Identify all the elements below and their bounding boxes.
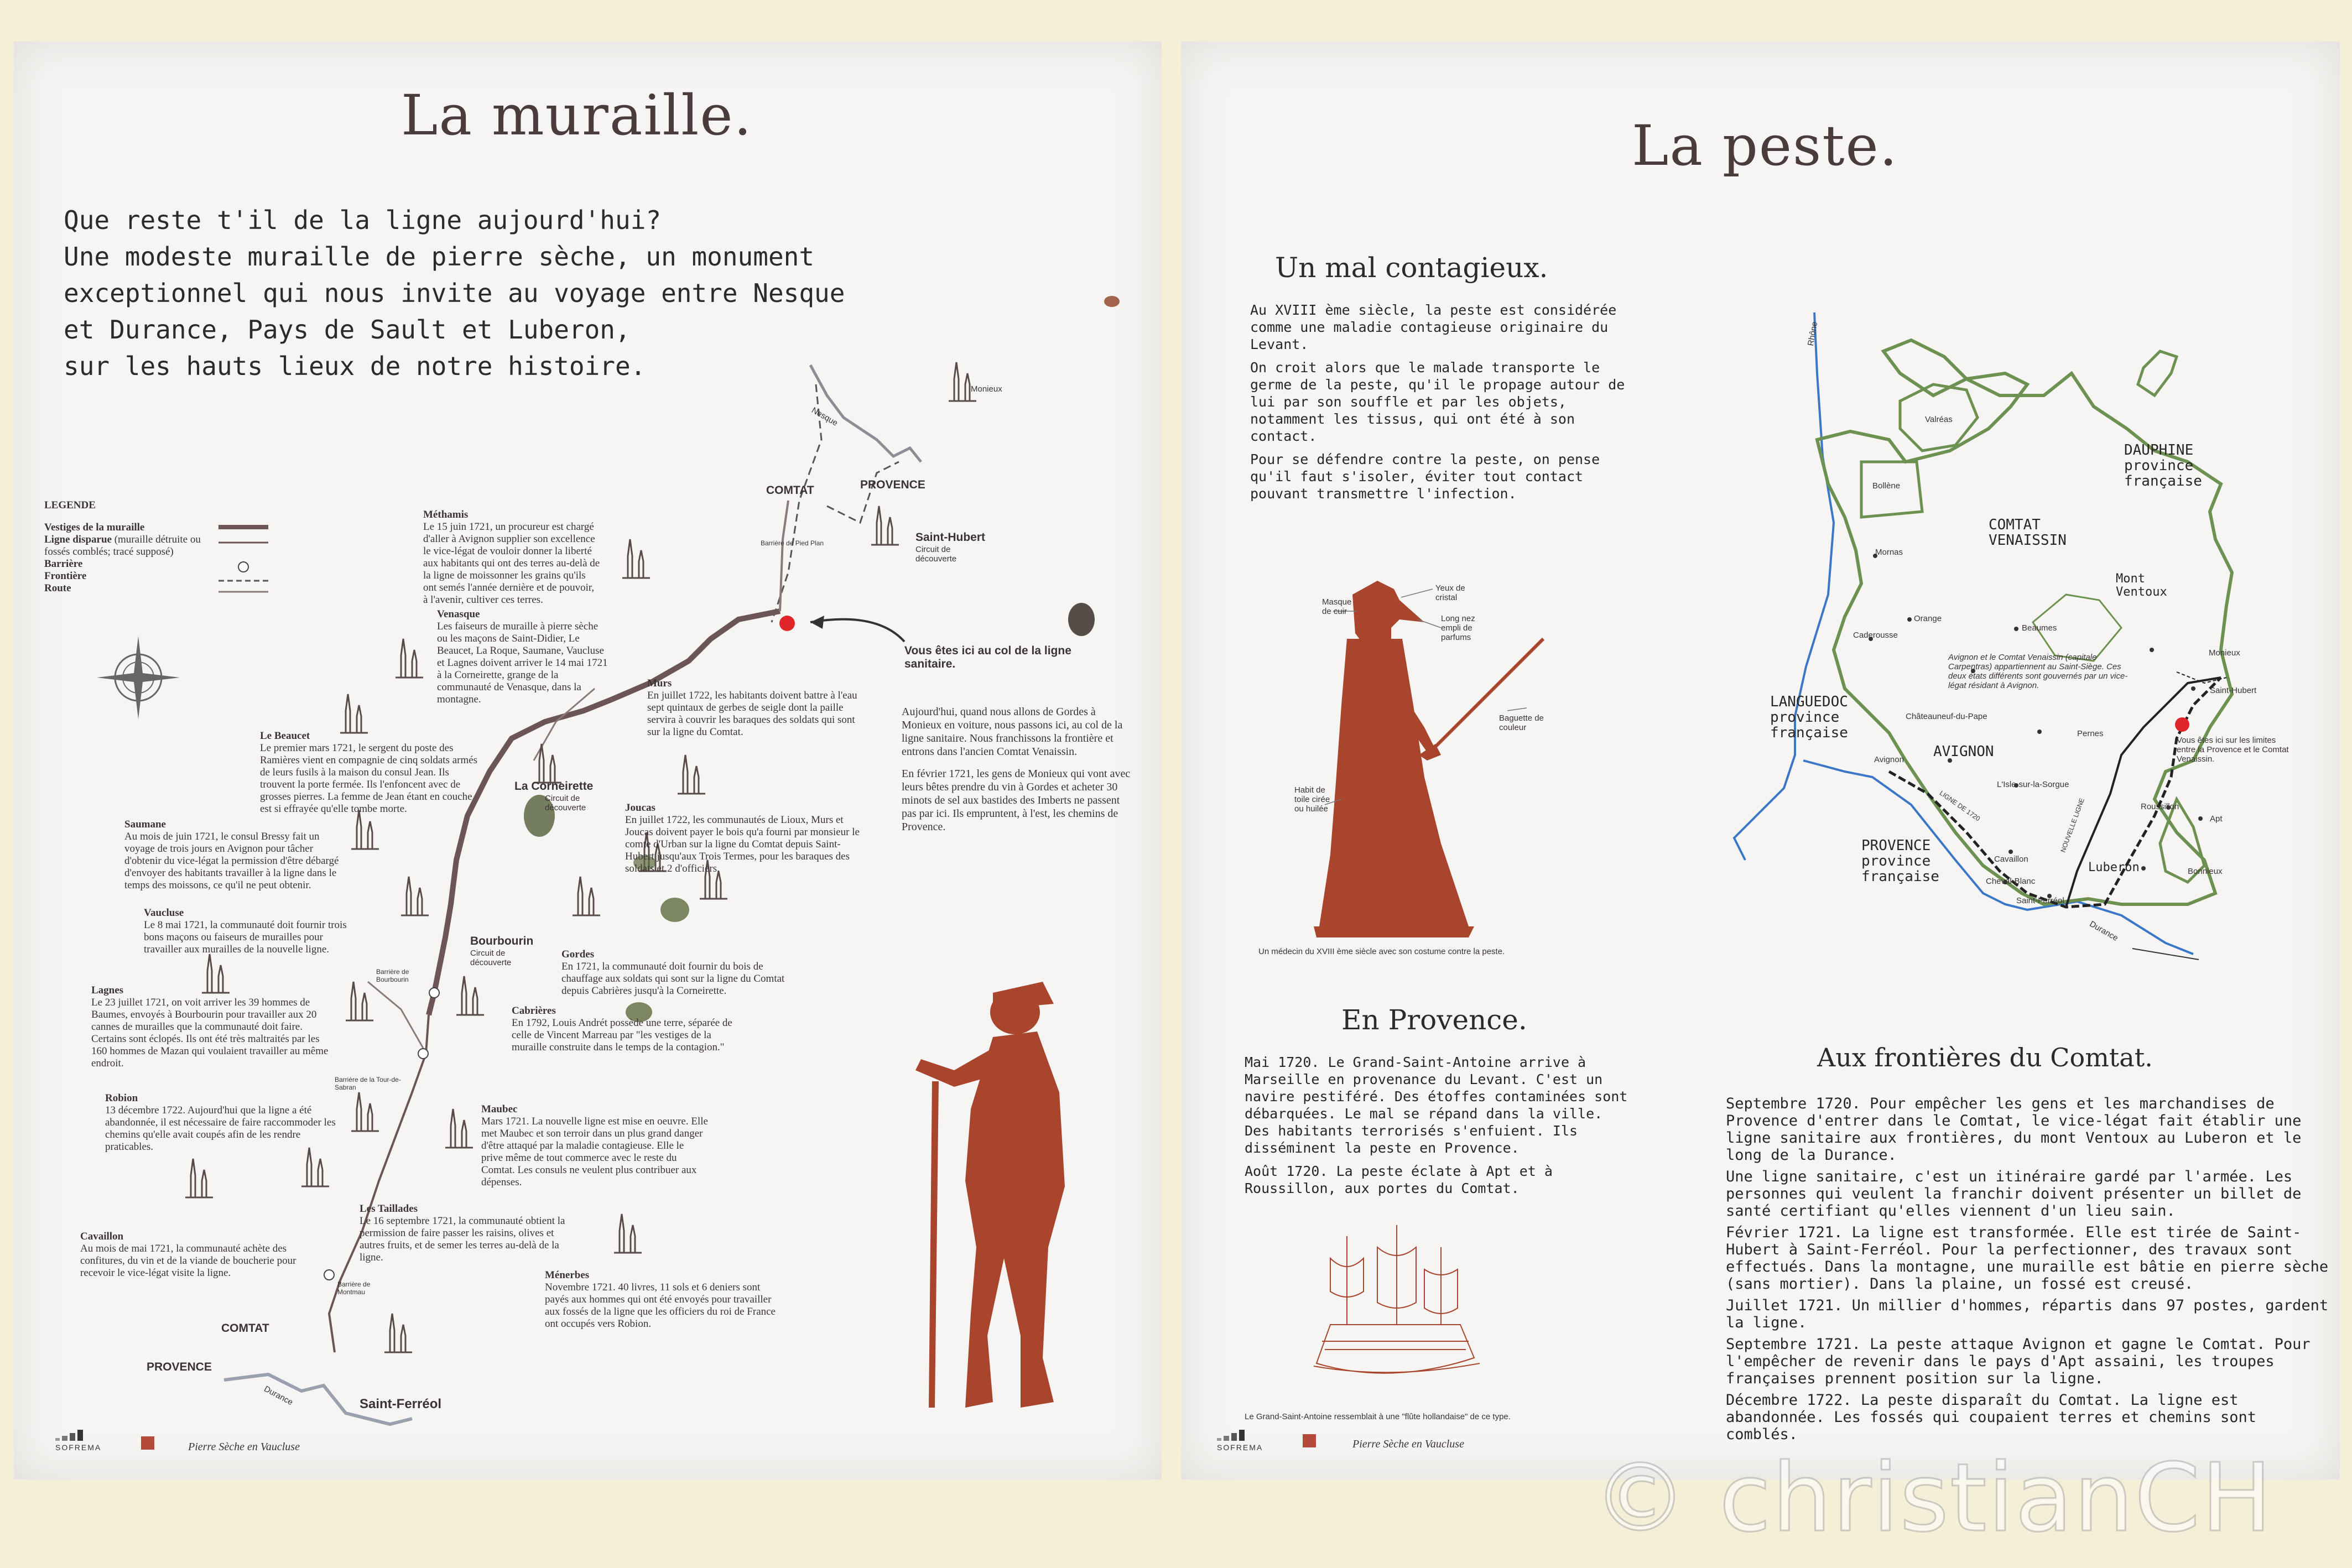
col-description bbox=[902, 705, 1134, 834]
entry-text: 13 décembre 1722. Aujourd'hui que la ligne a été abandonnée, il est nécessaire de faire raccommoder les chemins qu'elle avait coupés afin de les rendre praticables. bbox=[105, 1105, 336, 1153]
map-mont-ventoux: Mont Ventoux bbox=[2116, 572, 2167, 599]
doctor-caption: Un médecin du XVIII ème siècle avec son costume contre la peste. bbox=[1258, 947, 1505, 956]
map-dauphine: DAUPHINE province française bbox=[2124, 442, 2202, 489]
compass-rose-icon bbox=[97, 636, 180, 719]
entry-name: Cavaillon bbox=[80, 1231, 124, 1242]
entry-text: Au mois de juin 1721, le consul Bressy fait un voyage de trois jours en Avignon pour tâcher d'obtenir du vice-légat la permission d'être débargé d'envoyer des habitants travailler à la ligne dans le temps des moissons, ce qu'il ne peut obtenir. bbox=[124, 831, 339, 891]
map-comtat: COMTAT VENAISSIN bbox=[1989, 517, 2067, 549]
partner-logo-icon bbox=[141, 1436, 154, 1450]
map-orange: Orange bbox=[1914, 614, 1942, 623]
map-apt: Apt bbox=[2210, 814, 2223, 824]
map-ligne-1720: LIGNE DE 1720 bbox=[1938, 789, 1982, 823]
legend-route: Route bbox=[44, 582, 71, 594]
legend-frontiere: Frontière bbox=[44, 570, 87, 582]
label-durance: Durance bbox=[262, 1384, 295, 1408]
section-heading-frontieres: Aux frontières du Comtat. bbox=[1817, 1043, 2153, 1072]
entry-gordes bbox=[561, 949, 794, 997]
paragraph: Pour se défendre contre la peste, on pense qu'il faut s'isoler, éviter tout contact pouvant transmettre l'infection. bbox=[1250, 451, 1600, 502]
entry-le-beaucet bbox=[260, 730, 481, 815]
entry-methamis bbox=[423, 509, 600, 606]
legend-disparue: Ligne disparue bbox=[44, 534, 112, 545]
label-nez: Long nez empli de parfums bbox=[1441, 614, 1475, 642]
entry-name: Joucas bbox=[625, 802, 655, 814]
map-beaumes: Beaumes bbox=[2022, 623, 2057, 633]
map-provence: PROVENCE province française bbox=[1861, 837, 1939, 885]
map-nouvelle-ligne: NOUVELLE LIGNE bbox=[2059, 797, 2086, 853]
map-cheval-blanc: Cheval-Blanc bbox=[1986, 877, 2036, 886]
paragraph: On croit alors que le malade transporte le germe de la peste, qu'il le propage autour de lui par son souffle et par les objets, notamment les tissus, qui ont été à son contact. bbox=[1250, 360, 1625, 444]
label-bourbourin: Bourbourin bbox=[470, 935, 534, 947]
map-bollene: Bollène bbox=[1872, 481, 1901, 491]
entry-text: Le 8 mai 1721, la communauté doit fournir trois bons maçons ou faiseurs de murailles pour travailler aux murailles de la nouvelle ligne. bbox=[144, 919, 347, 955]
ship-illustration bbox=[1314, 1225, 1480, 1373]
entry-text: En juillet 1722, les habitants doivent battre à l'eau sept quintaux de gerbes de seigle dont la paille servira à couvrir les baraques des soldats qui sont sur la ligne du Comtat. bbox=[647, 690, 857, 738]
map-note: Avignon et le Comtat Venaissin (capitale Carpentras) appartiennent au Saint-Siège. Ces deux états différents sont gouvernés par un vice-légat résidant à Avignon. bbox=[1948, 653, 2128, 690]
label-la-corneirette: La Corneirette bbox=[514, 780, 594, 793]
map-mornas: Mornas bbox=[1875, 548, 1903, 557]
label-barriere-bourbourin: Barrière de Bourbourin bbox=[376, 968, 409, 983]
entry-name: Ménerbes bbox=[545, 1269, 590, 1281]
map-rhone: Rhône bbox=[1805, 321, 1820, 347]
label-nesque: Nesque bbox=[810, 405, 840, 428]
label-comtat-bottom: COMTAT bbox=[221, 1322, 269, 1335]
bars-icon bbox=[1217, 1430, 1250, 1443]
label-comtat-top: COMTAT bbox=[766, 484, 814, 497]
entry-name: Saumane bbox=[124, 819, 166, 830]
legend-disparue-note: (muraille détruite ou fossés comblés; tracé supposé) bbox=[44, 534, 201, 558]
legend-barriere: Barrière bbox=[44, 558, 83, 570]
map-vous-etes-ici: Vous êtes ici sur les limites entre la Provence et le Comtat Venaissin. bbox=[2177, 736, 2289, 764]
entry-name: Les Taillades bbox=[360, 1203, 418, 1215]
entry-maubec bbox=[481, 1103, 708, 1189]
map-avignon: AVIGNON bbox=[1933, 743, 1994, 760]
legend-vestiges: Vestiges de la muraille bbox=[44, 522, 145, 533]
intro-line: exceptionnel qui nous invite au voyage entre Nesque bbox=[64, 278, 845, 308]
paragraph: Mai 1720. Le Grand-Saint-Antoine arrive à Marseille en provenance du Levant. C'est un navire pestiféré. Des étoffes contaminées sont débarquées. Le mal se répand dans la ville. Des habitants terrorisés s'enfuient. Ils disséminent la peste en Provence. bbox=[1245, 1054, 1628, 1156]
label-vous-etes-ici: Vous êtes ici au col de la ligne sanitaire. bbox=[904, 644, 1071, 670]
map-saint-hubert: Saint-Hubert bbox=[2210, 686, 2257, 695]
label-barriere-montmau: Barrière de Montmau bbox=[337, 1280, 371, 1296]
label-saint-ferreol: Saint-Ferréol bbox=[360, 1397, 442, 1411]
entry-name: Robion bbox=[105, 1092, 138, 1104]
entry-menerbes bbox=[545, 1269, 783, 1330]
map-cavaillon: Cavaillon bbox=[1994, 855, 2028, 864]
label-habit: Habit de toile cirée ou huilée bbox=[1294, 785, 1330, 814]
intro-line: et Durance, Pays de Sault et Luberon, bbox=[64, 315, 631, 345]
panel-la-peste bbox=[1181, 41, 2340, 1480]
map-pernes: Pernes bbox=[2077, 729, 2104, 738]
paragraph: Une ligne sanitaire, c'est un itinéraire gardé par l'armée. Les personnes qui veulent la franchir doivent présenter un billet de santé certifiant qu'elles viennent d'un lieu sain. bbox=[1726, 1168, 2302, 1220]
panel-la-muraille bbox=[14, 41, 1162, 1480]
map-luberon: Luberon bbox=[2088, 861, 2140, 874]
paragraph: Septembre 1721. La peste attaque Avignon et gagne le Comtat. Pour l'empêcher de revenir dans le pays d'Apt assaini, les troupes françaises prennent position sur la ligne. bbox=[1726, 1336, 2311, 1387]
entry-text: En 1792, Louis Andrét possède une terre, séparée de celle de Vincent Marreau par "les vestiges de la muraille construite dans le temps de la contagion." bbox=[512, 1017, 732, 1053]
map-avignon-town: Avignon bbox=[1874, 755, 1904, 764]
map-caderousse: Caderousse bbox=[1853, 631, 1898, 640]
paragraph: Juillet 1721. Un millier d'hommes, répartis dans 97 postes, gardent la ligne. bbox=[1726, 1297, 2329, 1331]
section-provence bbox=[1245, 1054, 1632, 1203]
entry-cavaillon bbox=[80, 1231, 313, 1279]
col-paragraph: Aujourd'hui, quand nous allons de Gordes à Monieux en voiture, nous passons ici, au col de la ligne sanitaire. Nous franchissons la frontière et entrons dans l'ancien Comtat Venaissin. bbox=[902, 706, 1123, 758]
entry-name: Cabrières bbox=[512, 1005, 556, 1017]
entry-vaucluse bbox=[144, 907, 360, 956]
footer-credit: Pierre Sèche en Vaucluse bbox=[1352, 1438, 1464, 1450]
intro-line: sur les hauts lieux de notre histoire. bbox=[64, 351, 646, 381]
paragraph: Août 1720. La peste éclate à Apt et à Roussillon, aux portes du Comtat. bbox=[1245, 1163, 1553, 1196]
map-saint-ferreol: Saint-Ferréol bbox=[2016, 896, 2064, 905]
shepherd-figure bbox=[915, 982, 1065, 1408]
entry-name: Gordes bbox=[561, 949, 595, 960]
partner-logo-icon bbox=[1303, 1434, 1316, 1447]
you-are-here-marker bbox=[2175, 717, 2189, 732]
ship-caption: Le Grand-Saint-Antoine ressemblait à une "flûte hollandaise" de ce type. bbox=[1245, 1412, 1511, 1421]
watermark: © christianCH bbox=[1593, 1444, 2273, 1553]
entry-text: En juillet 1722, les communautés de Lioux, Murs et Joucas doivent payer le bois qu'a fourni par monsieur le comte d'Urban sur la ligne du Comtat depuis Saint-Hubert jusqu'aux Trois Termes, pour les baraques des soldats et 2 d'officiers. bbox=[625, 814, 860, 874]
paragraph: Février 1721. La ligne est transformée. Elle est tirée de Saint-Hubert à Saint-Ferréol. Pour la perfectionner, des travaux sont effectués. Dans la montagne, une muraille est bâtie en pierre sèche (sans mortier). Dans la plaine, un fossé est creusé. bbox=[1726, 1224, 2329, 1293]
entry-name: Méthamis bbox=[423, 509, 469, 520]
map-roussillon: Roussillon bbox=[2141, 802, 2179, 811]
map-bonnieux: Bonnieux bbox=[2188, 867, 2223, 876]
entry-robion bbox=[105, 1092, 348, 1153]
entry-saumane bbox=[124, 819, 346, 892]
label-circuit: Circuit de découverte bbox=[545, 794, 586, 812]
label-masque: Masque de cuir bbox=[1322, 597, 1352, 616]
legend-heading: LEGENDE bbox=[44, 499, 96, 511]
map-languedoc: LANGUEDOC province française bbox=[1770, 694, 1848, 741]
map-legend bbox=[44, 499, 221, 595]
entry-text: Les faiseurs de muraille à pierre sèche ou les maçons de Saint-Didier, Le Beaucet, La Roque, Saumane, Vaucluse et Lagnes doivent arriver le 14 mai 1721 à la Corneirette, grange de la communauté de Venasque, dans la montagne. bbox=[437, 621, 608, 705]
entry-text: Mars 1721. La nouvelle ligne est mise en oeuvre. Elle met Maubec et son terroir dans un plus grand danger d'être attaqué par la maladie contagieuse. Elle le prive même de tout commerce avec le reste du Comtat. Les consuls ne veulent plus contribuer aux dépenses. bbox=[481, 1116, 708, 1188]
entry-venasque bbox=[437, 608, 608, 706]
entry-text: Novembre 1721. 40 livres, 11 sols et 6 deniers sont payés aux hommes qui ont été envoyés pour travailler aux fossés de la ligne que les officiers du roi de France ont occupés vers Robion. bbox=[545, 1282, 776, 1330]
label-circuit: Circuit de découverte bbox=[470, 949, 512, 967]
paragraph: Décembre 1722. La peste disparaît du Comtat. La ligne est abandonnée. Les fossés qui coupaient terres et chemins sont comblés. bbox=[1726, 1392, 2257, 1443]
map-chateauneuf: Châteauneuf-du-Pape bbox=[1906, 712, 1987, 721]
label-monieux: Monieux bbox=[971, 384, 1002, 394]
entry-text: Le 15 juin 1721, un procureur est chargé d'aller à Avignon supplier son excellence le vice-légat de vouloir donner la liberté aux habitants qui ont des terres au-delà de la ligne de moissonner les grains qu'ils ont semés l'année dernière et de pouvoir, à l'avenir, cultiver ces terres. bbox=[423, 521, 600, 606]
comtat-map bbox=[1734, 312, 2232, 960]
entry-text: Le 23 juillet 1721, on voit arriver les 39 hommes de Baumes, envoyés à Bourbourin pour travailler aux 20 cannes de murailles que la communauté doit faire. Certains sont éclopés. Ils ont été très maltraités par les 160 hommes de Mazan qui voulaient travailler au même endroit. bbox=[91, 997, 329, 1069]
entry-name: Murs bbox=[647, 678, 672, 689]
map-durance: Durance bbox=[2088, 919, 2120, 944]
label-provence-bottom: PROVENCE bbox=[147, 1361, 212, 1373]
entry-name: Vaucluse bbox=[144, 907, 184, 919]
entry-name: Le Beaucet bbox=[260, 730, 310, 742]
entry-name: Maubec bbox=[481, 1103, 518, 1115]
footer-credit: Pierre Sèche en Vaucluse bbox=[188, 1441, 300, 1453]
entry-murs bbox=[647, 678, 868, 738]
entry-cabrieres bbox=[512, 1005, 733, 1054]
sofrema-logo: SOFREMA bbox=[55, 1430, 101, 1452]
label-saint-hubert: Saint-Hubert bbox=[915, 531, 985, 544]
col-paragraph: En février 1721, les gens de Monieux qui vont avec leurs bêtes prendre du vin à Gordes et acheter 30 minots de sel aux bastides des Imberts ne passent pas par ici. Ils empruntent, à l'est, les chemins de Provence. bbox=[902, 768, 1131, 833]
entry-name: Venasque bbox=[437, 608, 480, 620]
entry-text: Au mois de mai 1721, la communauté achète des confitures, du vin et de la viande de boucherie pour recevoir le vice-légat visite la ligne. bbox=[80, 1243, 296, 1279]
map-valreas: Valréas bbox=[1925, 415, 1953, 424]
entry-les-taillades bbox=[360, 1203, 581, 1264]
entry-text: Le 16 septembre 1721, la communauté obtient la permission de faire passer les raisins, olives et autres fruits, et de semer les terres au-delà de la ligne. bbox=[360, 1215, 565, 1263]
entry-text: En 1721, la communauté doit fournir du bois de chauffage aux soldats qui sont sur la ligne du Comtat depuis Cabrières jusqu'à la Corneirette. bbox=[561, 961, 785, 997]
section-heading-mal: Un mal contagieux. bbox=[1275, 252, 1548, 284]
paragraph: Septembre 1720. Pour empêcher les gens et les marchandises de Provence d'entrer dans le Comtat, le vice-légat fait établir une ligne sanitaire aux frontières, du mont Ventoux au Luberon et le long de la Durance. bbox=[1726, 1095, 2302, 1164]
section-heading-provence: En Provence. bbox=[1341, 1004, 1527, 1036]
sofrema-logo: SOFREMA bbox=[1217, 1430, 1263, 1452]
section-frontieres bbox=[1726, 1095, 2334, 1443]
intro-line: Que reste t'il de la ligne aujourd'hui? bbox=[64, 205, 662, 235]
paragraph: Au XVIII ème siècle, la peste est considérée comme une maladie contagieuse originaire du Levant. bbox=[1250, 302, 1617, 352]
entry-text: Le premier mars 1721, le sergent du poste des Ramières vient en compagnie de cinq soldats armés de leurs fusils à la maison du consul Jean. Ils trouvent la porte fermée. Ils l'enfoncent avec de grosses pierres. La femme de Jean étant en couche est si effrayée qu'elle tombe morte. bbox=[260, 742, 478, 815]
label-barriere-tour: Barrière de la Tour-de-Sabran bbox=[335, 1076, 401, 1091]
label-provence-top: PROVENCE bbox=[860, 478, 925, 491]
entry-name: Lagnes bbox=[91, 984, 124, 996]
bars-icon bbox=[55, 1430, 89, 1443]
map-monieux: Monieux bbox=[2209, 648, 2240, 658]
entry-lagnes bbox=[91, 984, 335, 1070]
intro-line: Une modeste muraille de pierre sèche, un monument bbox=[64, 242, 815, 272]
entry-joucas bbox=[625, 802, 868, 875]
map-isle: L'Isle-sur-la-Sorgue bbox=[1997, 780, 2069, 789]
label-yeux: Yeux de cristal bbox=[1435, 584, 1465, 602]
label-barriere-pied-plan: Barrière de Pied Plan bbox=[761, 539, 824, 547]
you-are-here-marker bbox=[779, 616, 795, 631]
label-baguette: Baguette de couleur bbox=[1499, 713, 1544, 732]
panel-title: La muraille. bbox=[401, 83, 753, 148]
panel-title: La peste. bbox=[1632, 113, 1898, 178]
label-circuit: Circuit de découverte bbox=[915, 545, 957, 564]
